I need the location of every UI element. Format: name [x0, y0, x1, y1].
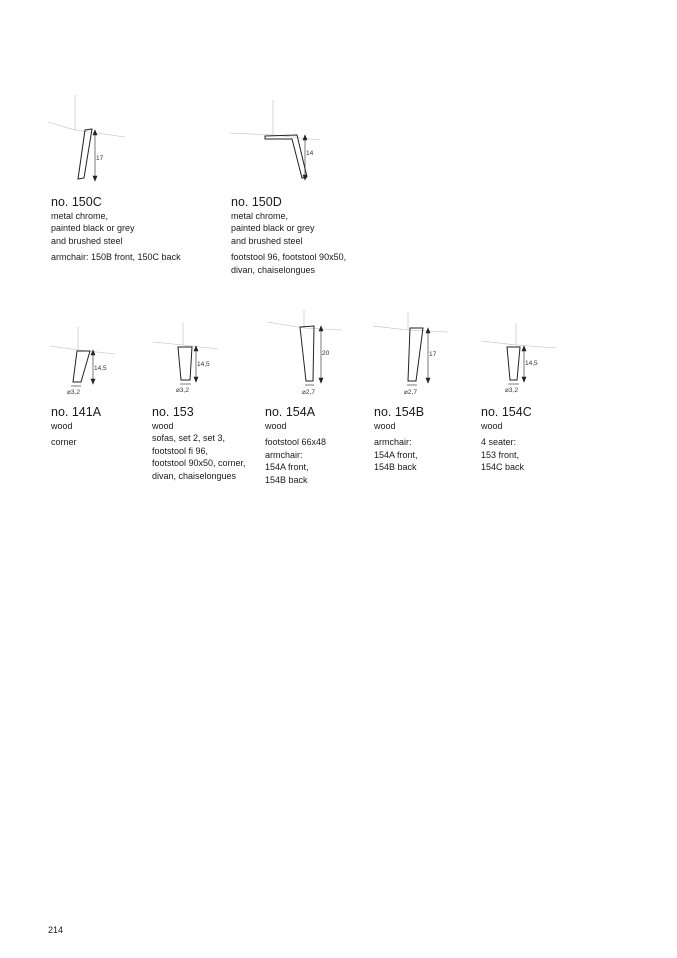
leg-153-diameter: ⌀3,2 — [176, 387, 189, 394]
leg-154a-height: 20 — [322, 350, 330, 357]
item-usage: corner — [51, 437, 77, 448]
item-title: no. 154B — [374, 405, 425, 419]
leg-153-drawing — [148, 318, 228, 400]
item-title: no. 153 — [152, 405, 194, 419]
leg-154c-diameter: ⌀3,2 — [505, 387, 518, 394]
leg-141a-height: 14,5 — [94, 365, 107, 372]
leg-150c-height: 17 — [96, 155, 104, 162]
leg-154b-height: 17 — [429, 351, 437, 358]
item-material: metal chrome, painted black or grey and brushed steel — [51, 211, 135, 246]
item-usage: footstool 66x48 armchair: 154A front, 154B back — [265, 437, 327, 485]
item-usage: 4 seater: 153 front, 154C back — [481, 437, 525, 473]
leg-154a-drawing — [262, 308, 352, 400]
item-usage: sofas, set 2, set 3, footstool fi 96, footstool 90x50, corner, divan, chaiselongues — [152, 433, 246, 481]
item-usage: armchair: 150B front, 150C back — [51, 252, 181, 263]
item-material: wood — [374, 421, 396, 431]
item-title: no. 154A — [265, 405, 316, 419]
item-material: wood — [481, 421, 503, 431]
leg-141a-diameter: ⌀3,2 — [67, 389, 80, 396]
leg-153-height: 14,5 — [197, 361, 210, 368]
leg-154c-height: 14,5 — [525, 360, 538, 367]
item-material: metal chrome, painted black or grey and brushed steel — [231, 211, 315, 246]
leg-141a-drawing — [45, 322, 125, 402]
leg-150d-drawing — [225, 95, 335, 190]
item-usage: armchair: 154A front, 154B back — [374, 437, 418, 473]
item-title: no. 150C — [51, 195, 102, 209]
item-title: no. 141A — [51, 405, 102, 419]
leg-154b-drawing — [368, 308, 458, 400]
item-title: no. 150D — [231, 195, 282, 209]
leg-154b-diameter: ⌀2,7 — [404, 389, 417, 396]
item-material: wood — [51, 421, 73, 431]
leg-154a-diameter: ⌀2,7 — [302, 389, 315, 396]
leg-154c-drawing — [476, 318, 566, 400]
item-material: wood — [152, 421, 174, 431]
leg-150c-drawing — [40, 90, 140, 190]
item-material: wood — [265, 421, 287, 431]
page-number: 214 — [48, 925, 64, 935]
item-title: no. 154C — [481, 405, 532, 419]
leg-150d-height: 14 — [306, 150, 314, 157]
item-usage: footstool 96, footstool 90x50, divan, chaiselongues — [231, 252, 347, 275]
